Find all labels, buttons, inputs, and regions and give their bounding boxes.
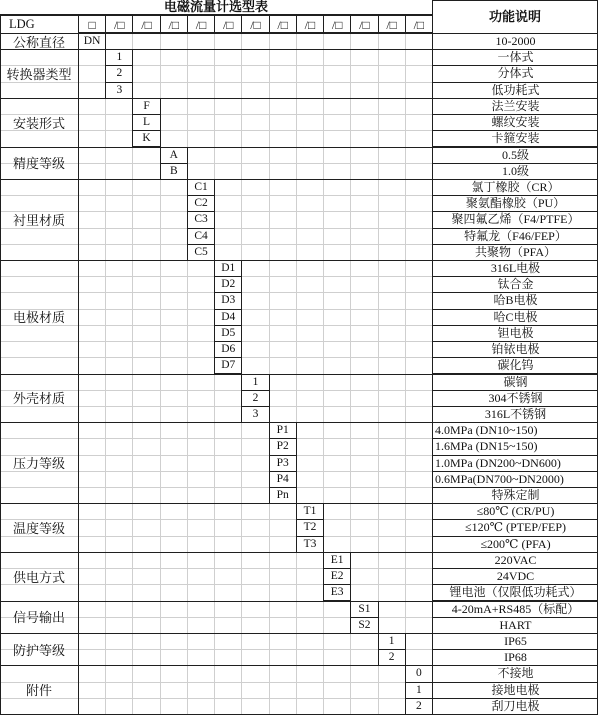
code-cell: P3: [269, 455, 297, 472]
code-cell: D4: [214, 309, 242, 326]
desc-cell: 不接地: [433, 665, 598, 682]
desc-cell: 哈B电极: [433, 292, 598, 309]
code-cell: S1: [350, 601, 378, 618]
code-cell: D5: [214, 325, 242, 342]
desc-cell: 316L不锈钢: [433, 406, 598, 423]
code-cell: 1: [241, 374, 269, 391]
desc-cell: 螺纹安装: [433, 114, 598, 131]
desc-cell: 316L电极: [433, 260, 598, 277]
code-box: /□: [187, 15, 215, 33]
code-cell: 2: [241, 390, 269, 407]
desc-cell: 铂铱电极: [433, 341, 598, 358]
desc-cell: 低功耗式: [433, 82, 598, 99]
code-cell: E1: [323, 552, 351, 569]
section-label: 衬里材质: [12, 212, 65, 228]
section-label: 转换器类型: [6, 67, 72, 83]
code-cell: 2: [105, 65, 133, 82]
code-cell: D2: [214, 276, 242, 293]
code-cell: 2: [405, 698, 433, 715]
desc-cell: 锂电池（仅限低功耗式）: [433, 584, 598, 601]
section-label: 精度等级: [12, 156, 65, 172]
code-cell: L: [132, 114, 160, 131]
desc-cell: HART: [433, 617, 598, 634]
code-box: /□: [405, 15, 433, 33]
desc-cell: 接地电极: [433, 682, 598, 699]
code-cell: 1: [105, 49, 133, 66]
code-box: /□: [378, 15, 406, 33]
code-cell: A: [160, 147, 188, 164]
divider: [78, 14, 79, 715]
section-label: 供电方式: [12, 569, 65, 585]
code-cell: C3: [187, 211, 215, 228]
code-box: /□: [241, 15, 269, 33]
section-label: 外壳材质: [12, 391, 65, 407]
code-cell: 2: [378, 649, 406, 666]
desc-cell: 法兰安装: [433, 98, 598, 115]
code-box: /□: [132, 15, 160, 33]
code-cell: D1: [214, 260, 242, 277]
code-cell: K: [132, 130, 160, 147]
desc-cell: 0.5级: [433, 147, 598, 164]
section-label: 附件: [25, 683, 52, 699]
section-label: 信号输出: [12, 610, 65, 626]
code-cell: D7: [214, 357, 242, 374]
desc-cell: 1.0级: [433, 163, 598, 180]
desc-cell: 聚氨酯橡胶（PU）: [433, 195, 598, 212]
code-box: /□: [350, 15, 378, 33]
desc-cell: 特氟龙（F46/FEP）: [433, 228, 598, 245]
code-box: /□: [105, 15, 133, 33]
code-cell: D3: [214, 292, 242, 309]
desc-cell: 24VDC: [433, 568, 598, 585]
code-box: /□: [160, 15, 188, 33]
section-label: 电极材质: [12, 310, 65, 326]
desc-cell: ≤200℃ (PFA): [433, 536, 598, 553]
code-cell: 1: [405, 682, 433, 699]
section-label: 防护等级: [12, 642, 65, 658]
desc-cell: 哈C电极: [433, 309, 598, 326]
section-label: 温度等级: [12, 521, 65, 537]
code-cell: P4: [269, 471, 297, 488]
code-cell: B: [160, 163, 188, 180]
table-title: 电磁流量计选型表: [163, 0, 268, 14]
desc-cell: 钛合金: [433, 276, 598, 293]
code-cell: C2: [187, 195, 215, 212]
desc-cell: 聚四氟乙烯（F4/PTFE）: [433, 211, 598, 228]
desc-cell: 卡箍安装: [433, 130, 598, 147]
code-cell: T2: [296, 519, 324, 536]
code-cell: F: [132, 98, 160, 115]
code-cell: T1: [296, 503, 324, 520]
desc-cell: 一体式: [433, 49, 598, 66]
code-box: □: [78, 15, 106, 33]
code-cell: C4: [187, 228, 215, 245]
desc-cell: 分体式: [433, 65, 598, 82]
code-cell: P1: [269, 422, 297, 439]
code-cell: 0: [405, 665, 433, 682]
section-label: 压力等级: [12, 456, 65, 472]
code-cell: 3: [241, 406, 269, 423]
code-cell: T3: [296, 536, 324, 553]
code-cell: P2: [269, 438, 297, 455]
code-box: /□: [214, 15, 242, 33]
code-cell: 1: [378, 633, 406, 650]
code-cell: S2: [350, 617, 378, 634]
code-box: /□: [296, 15, 324, 33]
desc-cell: 1.6MPa (DN15~150): [433, 438, 598, 455]
desc-cell: 4-20mA+RS485（标配）: [433, 601, 598, 618]
model-prefix-cell: LDG: [9, 17, 35, 31]
code-cell: C1: [187, 179, 215, 196]
code-box: /□: [323, 15, 351, 33]
desc-cell: 共聚物（PFA）: [433, 244, 598, 261]
desc-cell: 氯丁橡胶（CR）: [433, 179, 598, 196]
desc-cell: ≤120℃ (PTEP/FEP): [433, 519, 598, 536]
desc-cell: 碳化钨: [433, 357, 598, 374]
section-label: 安装形式: [12, 115, 65, 131]
section-label: 公称直径: [12, 34, 65, 50]
code-cell: C5: [187, 244, 215, 261]
code-cell: Pn: [269, 487, 297, 504]
code-cell: E3: [323, 584, 351, 601]
desc-cell: ≤80℃ (CR/PU): [433, 503, 598, 520]
desc-cell: 碳钢: [433, 374, 598, 391]
desc-cell: 4.0MPa (DN10~150): [433, 422, 598, 439]
code-cell: E2: [323, 568, 351, 585]
desc-cell: 1.0MPa (DN200~DN600): [433, 455, 598, 472]
desc-cell: 220VAC: [433, 552, 598, 569]
code-cell: 3: [105, 82, 133, 99]
desc-cell: 特殊定制: [433, 487, 598, 504]
desc-cell: 10-2000: [433, 33, 598, 50]
code-cell: D6: [214, 341, 242, 358]
code-box: /□: [269, 15, 297, 33]
desc-cell: 304不锈钢: [433, 390, 598, 407]
desc-cell: 刮刀电极: [433, 698, 598, 715]
code-cell: DN: [78, 33, 106, 50]
function-column-header: 功能说明: [488, 9, 541, 24]
desc-cell: 0.6MPa(DN700~DN2000): [433, 471, 598, 488]
desc-cell: IP68: [433, 649, 598, 666]
desc-cell: IP65: [433, 633, 598, 650]
desc-cell: 钽电极: [433, 325, 598, 342]
